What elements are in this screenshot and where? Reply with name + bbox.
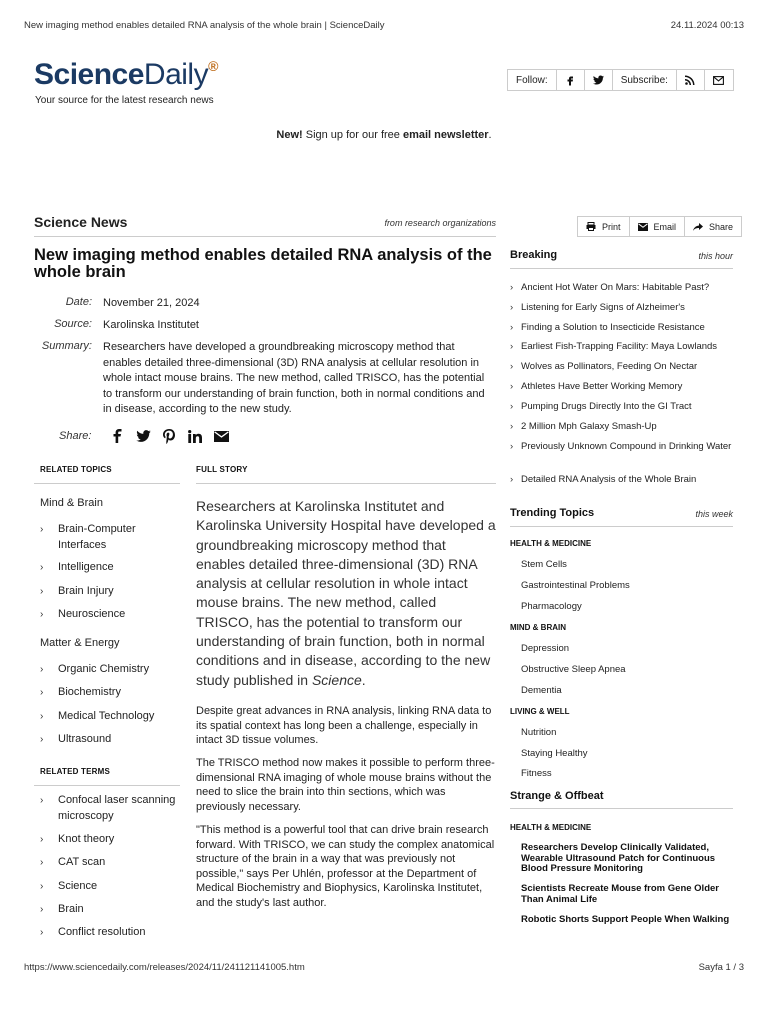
trending-category: LIVING & WELL xyxy=(510,707,570,716)
story-paragraph: "This method is a powerful tool that can drive brain research forward. With TRISCO, we can study the complex anatomical structure of the brain in a way that was previously not possible," says Per Uhlén, professor at the Department of Medical Biochemistry and Biophysics, Karolinska Institutet, and the study's last author. xyxy=(196,824,495,909)
chevron-right-icon: › xyxy=(40,795,44,806)
trending-title: Trending Topics xyxy=(510,507,595,519)
article-date: Date: November 21, 2024 xyxy=(65,296,200,309)
trending-topic[interactable]: Stem Cells xyxy=(521,559,567,570)
breaking-item[interactable]: › Previously Unknown Compound in Drinking Water xyxy=(510,441,732,452)
trending-topic[interactable]: Obstructive Sleep Apnea xyxy=(521,664,626,675)
trending-topic[interactable]: Staying Healthy xyxy=(521,748,588,759)
follow-label: Follow: xyxy=(508,70,557,90)
term-item[interactable]: › Conflict resolution xyxy=(40,925,180,941)
chevron-right-icon: › xyxy=(40,927,44,938)
breaking-item[interactable]: › Listening for Early Signs of Alzheimer's xyxy=(510,302,685,313)
chevron-right-icon: › xyxy=(40,857,44,868)
related-terms-rule xyxy=(34,785,180,786)
chevron-right-icon: › xyxy=(40,562,44,573)
email-button[interactable]: Email xyxy=(630,217,686,236)
email-share-icon[interactable] xyxy=(213,428,229,444)
chevron-right-icon: › xyxy=(510,341,514,352)
print-url[interactable]: https://www.sciencedaily.com/releases/2024/11/241121141005.htm xyxy=(24,962,305,973)
site-logo[interactable]: ScienceDaily® xyxy=(34,58,218,91)
term-item[interactable]: › Science xyxy=(40,879,180,895)
facebook-icon[interactable] xyxy=(109,428,125,444)
print-button[interactable]: Print xyxy=(578,217,630,236)
full-story-label: FULL STORY xyxy=(196,465,248,474)
print-title: New imaging method enables detailed RNA analysis of the whole brain | ScienceDaily xyxy=(24,20,385,31)
trending-topic[interactable]: Pharmacology xyxy=(521,601,582,612)
breaking-rule xyxy=(510,268,733,269)
article-source: Source: Karolinska Institutet xyxy=(54,318,199,331)
related-topics-rule xyxy=(34,483,180,484)
trending-topic[interactable]: Nutrition xyxy=(521,727,557,738)
chevron-right-icon: › xyxy=(40,734,44,745)
topic-item[interactable]: › Biochemistry xyxy=(40,685,180,701)
trending-topic[interactable]: Gastrointestinal Problems xyxy=(521,580,630,591)
topic-item[interactable]: › Medical Technology xyxy=(40,709,180,725)
story-paragraph: Despite great advances in RNA analysis, linking RNA data to its spatial context has long been a challenge, especially in intact 3D tissue volumes. xyxy=(196,705,492,746)
article-summary: Summary: Researchers have developed a groundbreaking microscopy method that enables detailed three-dimensional (3D) RNA analysis at cellular resolution in whole intact mouse brains. The new method, called TRISCO, has the potential to transform our understanding of brain function, both in normal conditions and in disease, according to the new study. xyxy=(41,340,485,415)
breaking-item[interactable]: › Pumping Drugs Directly Into the GI Tract xyxy=(510,401,692,412)
linkedin-icon[interactable] xyxy=(187,428,203,444)
breaking-item[interactable]: › Earliest Fish-Trapping Facility: Maya Lowlands xyxy=(510,341,718,352)
chevron-right-icon: › xyxy=(510,474,514,485)
breaking-item[interactable]: › Athletes Have Better Working Memory xyxy=(510,381,683,392)
newsletter-signup: New! Sign up for our free email newsletter. xyxy=(276,129,492,141)
print-page: Sayfa 1 / 3 xyxy=(698,962,744,973)
printer-icon xyxy=(586,222,596,231)
strange-story[interactable]: Scientists Recreate Mouse from Gene Older Than Animal Life xyxy=(521,883,719,905)
share-arrow-icon xyxy=(693,223,703,231)
strange-story[interactable]: Researchers Develop Clinically Validated, Wearable Ultrasound Patch for Continuous Blood Pressure Monitoring xyxy=(521,842,716,874)
chevron-right-icon: › xyxy=(510,322,514,333)
full-story-rule xyxy=(196,483,496,484)
envelope-icon[interactable] xyxy=(705,70,733,90)
topic-item[interactable]: › Neuroscience xyxy=(40,607,180,623)
section-subtitle: from research organizations xyxy=(384,218,496,228)
print-datetime: 24.11.2024 00:13 xyxy=(670,20,744,31)
topic-item[interactable]: › Ultrasound xyxy=(40,732,180,748)
trending-category: HEALTH & MEDICINE xyxy=(510,539,592,548)
print-footer xyxy=(24,962,744,973)
chevron-right-icon: › xyxy=(40,687,44,698)
chevron-right-icon: › xyxy=(510,381,514,392)
trending-topic[interactable]: Depression xyxy=(521,643,570,654)
chevron-right-icon: › xyxy=(510,401,514,412)
breaking-item[interactable]: › Ancient Hot Water On Mars: Habitable Past? xyxy=(510,282,710,293)
chevron-right-icon: › xyxy=(40,904,44,915)
strange-title: Strange & Offbeat xyxy=(510,790,604,802)
trending-category: MIND & BRAIN xyxy=(510,623,566,632)
story-paragraph: The TRISCO method now makes it possible to perform three-dimensional RNA imaging of whole mouse brains without the need to slice the brain into thin sections, which was previously necessary. xyxy=(196,757,495,813)
twitter-icon[interactable] xyxy=(585,70,613,90)
breaking-item[interactable]: › Wolves as Pollinators, Feeding On Nectar xyxy=(510,361,698,372)
share-toolbar xyxy=(577,216,742,237)
twitter-icon[interactable] xyxy=(135,428,151,444)
breaking-item[interactable]: › Finding a Solution to Insecticide Resistance xyxy=(510,322,705,333)
envelope-icon xyxy=(638,223,648,231)
topic-item[interactable]: › Intelligence xyxy=(40,560,180,576)
chevron-right-icon: › xyxy=(40,524,44,535)
trending-subtitle: this week xyxy=(695,509,733,519)
logo-mark-icon: ® xyxy=(208,58,218,74)
related-terms-label: RELATED TERMS xyxy=(40,767,111,776)
strange-category: HEALTH & MEDICINE xyxy=(510,823,592,832)
facebook-icon[interactable] xyxy=(557,70,585,90)
chevron-right-icon: › xyxy=(510,302,514,313)
chevron-right-icon: › xyxy=(40,881,44,892)
strange-rule xyxy=(510,808,733,809)
chevron-right-icon: › xyxy=(510,441,514,452)
trending-rule xyxy=(510,526,733,527)
chevron-right-icon: › xyxy=(40,834,44,845)
trending-topic[interactable]: Fitness xyxy=(521,768,552,779)
breaking-item[interactable]: › 2 Million Mph Galaxy Smash-Up xyxy=(510,421,657,432)
trending-topic[interactable]: Dementia xyxy=(521,685,562,696)
breaking-title: Breaking xyxy=(510,249,558,261)
social-bar xyxy=(507,69,734,91)
chevron-right-icon: › xyxy=(40,609,44,620)
share-row xyxy=(59,428,229,444)
story-lede: Researchers at Karolinska Institutet and Karolinska University Hospital have developed a groundbreaking microscopy method that enables detailed three-dimensional (3D) RNA analysis at cellular resolution in whole intact mouse brains. The new method, called TRISCO, has the potential to transform our understanding of brain function, both in normal conditions and in disease, according to the new study published in Science. xyxy=(196,498,496,688)
strange-story[interactable]: Robotic Shorts Support People When Walking xyxy=(521,914,730,925)
topic-group-matter-energy[interactable]: Matter & Energy xyxy=(40,637,120,649)
share-label: Share: xyxy=(59,430,92,442)
topic-group-mind-brain[interactable]: Mind & Brain xyxy=(40,497,103,509)
section-title: Science News xyxy=(34,214,128,230)
breaking-subtitle: this hour xyxy=(698,251,733,261)
topic-item[interactable]: › Brain Injury xyxy=(40,584,180,600)
term-item[interactable]: › Confocal laser scanning microscopy xyxy=(40,793,180,824)
rss-icon[interactable] xyxy=(677,70,705,90)
chevron-right-icon: › xyxy=(40,711,44,722)
share-button[interactable]: Share xyxy=(685,217,741,236)
chevron-right-icon: › xyxy=(510,361,514,372)
subscribe-label: Subscribe: xyxy=(613,70,677,90)
chevron-right-icon: › xyxy=(510,421,514,432)
section-divider xyxy=(34,236,496,237)
related-topics-label: RELATED TOPICS xyxy=(40,465,112,474)
article-headline: New imaging method enables detailed RNA analysis of the whole brain xyxy=(34,246,492,281)
site-tagline: Your source for the latest research news xyxy=(35,95,214,106)
breaking-item[interactable]: › Detailed RNA Analysis of the Whole Brain xyxy=(510,474,697,485)
topic-item[interactable]: › Brain-Computer Interfaces xyxy=(40,522,180,553)
term-item[interactable]: › CAT scan xyxy=(40,855,180,871)
term-item[interactable]: › Brain xyxy=(40,902,180,918)
print-header xyxy=(24,20,744,31)
chevron-right-icon: › xyxy=(40,586,44,597)
pinterest-icon[interactable] xyxy=(161,428,177,444)
chevron-right-icon: › xyxy=(510,282,514,293)
chevron-right-icon: › xyxy=(40,664,44,675)
topic-item[interactable]: › Organic Chemistry xyxy=(40,662,180,678)
newsletter-link[interactable]: email newsletter xyxy=(402,129,489,141)
term-item[interactable]: › Knot theory xyxy=(40,832,180,848)
